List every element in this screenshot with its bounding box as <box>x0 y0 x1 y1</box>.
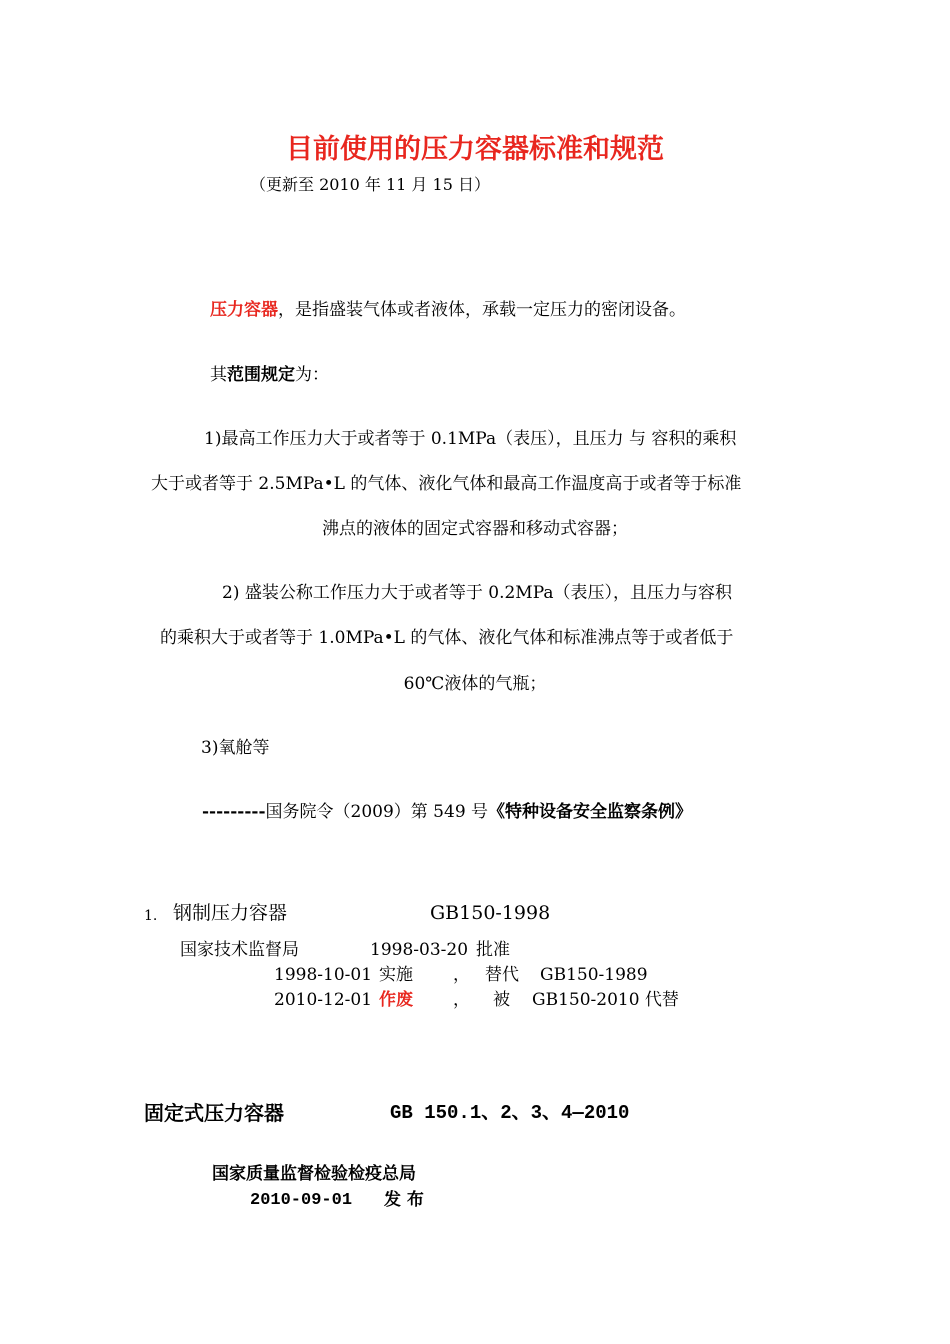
standard1-by-label: 被 <box>493 990 510 1010</box>
standard1-authority: 国家技术监督局 <box>180 940 299 960</box>
scope-emphasis: 范围规定 <box>227 365 295 385</box>
source-dashes: --------- <box>202 802 266 822</box>
item1-line1: 1)最高工作压力大于或者等于 0.1MPa（表压），且压力 与 容积的乘积 <box>204 429 737 449</box>
standard1-number: 1. <box>144 908 158 924</box>
scope-heading <box>210 367 329 384</box>
source-citation <box>202 804 692 821</box>
standard2-authority: 国家质量监督检验检疫总局 <box>212 1164 416 1184</box>
definition-paragraph <box>210 302 686 319</box>
standard1-approved-date: 1998-03-20 <box>370 940 469 960</box>
item1-line3: 沸点的液体的固定式容器和移动式容器； <box>322 519 628 539</box>
standard1-impl-date: 1998-10-01 <box>274 965 373 985</box>
standard2-label: 发 布 <box>384 1190 424 1210</box>
standard1-approved-label: 批准 <box>476 940 510 960</box>
standard1-code: GB150-1998 <box>430 902 551 924</box>
standard2-code: GB 150.1、2、3、4—2010 <box>390 1102 630 1124</box>
standard1-comma1: ， <box>453 965 470 985</box>
item1-line2: 大于或者等于 2.5MPa•L 的气体、液化气体和最高工作温度高于或者等于标准 <box>151 474 742 494</box>
standard2-name: 固定式压力容器 <box>144 1101 284 1125</box>
standard1-replaces-label: 替代 <box>485 965 519 985</box>
definition-text: ，是指盛装气体或者液体，承载一定压力的密闭设备。 <box>278 300 686 320</box>
item2-line1: 2) 盛装公称工作压力大于或者等于 0.2MPa（表压），且压力与容积 <box>222 583 733 603</box>
standard1-void-label: 作废 <box>379 990 413 1010</box>
standard1-name: 钢制压力容器 <box>173 902 288 924</box>
standard1-replaced-by: GB150-2010 代替 <box>532 990 679 1010</box>
item2-line3: 60℃液体的气瓶； <box>403 674 547 694</box>
source-regulation: 《特种设备安全监察条例》 <box>488 802 693 822</box>
source-text: 国务院令（2009）第 549 号 <box>265 802 489 822</box>
standard1-replaces-code: GB150-1989 <box>540 965 648 985</box>
standard1-void-date: 2010-12-01 <box>274 990 373 1010</box>
definition-term: 压力容器 <box>210 300 278 320</box>
item3: 3)氧舱等 <box>201 738 270 758</box>
scope-prefix: 其 <box>210 365 227 385</box>
standard1-comma2: ， <box>453 990 470 1010</box>
page-title: 目前使用的压力容器标准和规范 <box>286 134 664 165</box>
scope-suffix: 为： <box>295 365 329 385</box>
item2-line2: 的乘积大于或者等于 1.0MPa•L 的气体、液化气体和标准沸点等于或者低于 <box>160 628 734 648</box>
standard2-date: 2010-09-01 <box>250 1191 353 1210</box>
standard1-impl-label: 实施 <box>379 965 413 985</box>
update-date: （更新至 2010 年 11 月 15 日） <box>250 175 490 194</box>
